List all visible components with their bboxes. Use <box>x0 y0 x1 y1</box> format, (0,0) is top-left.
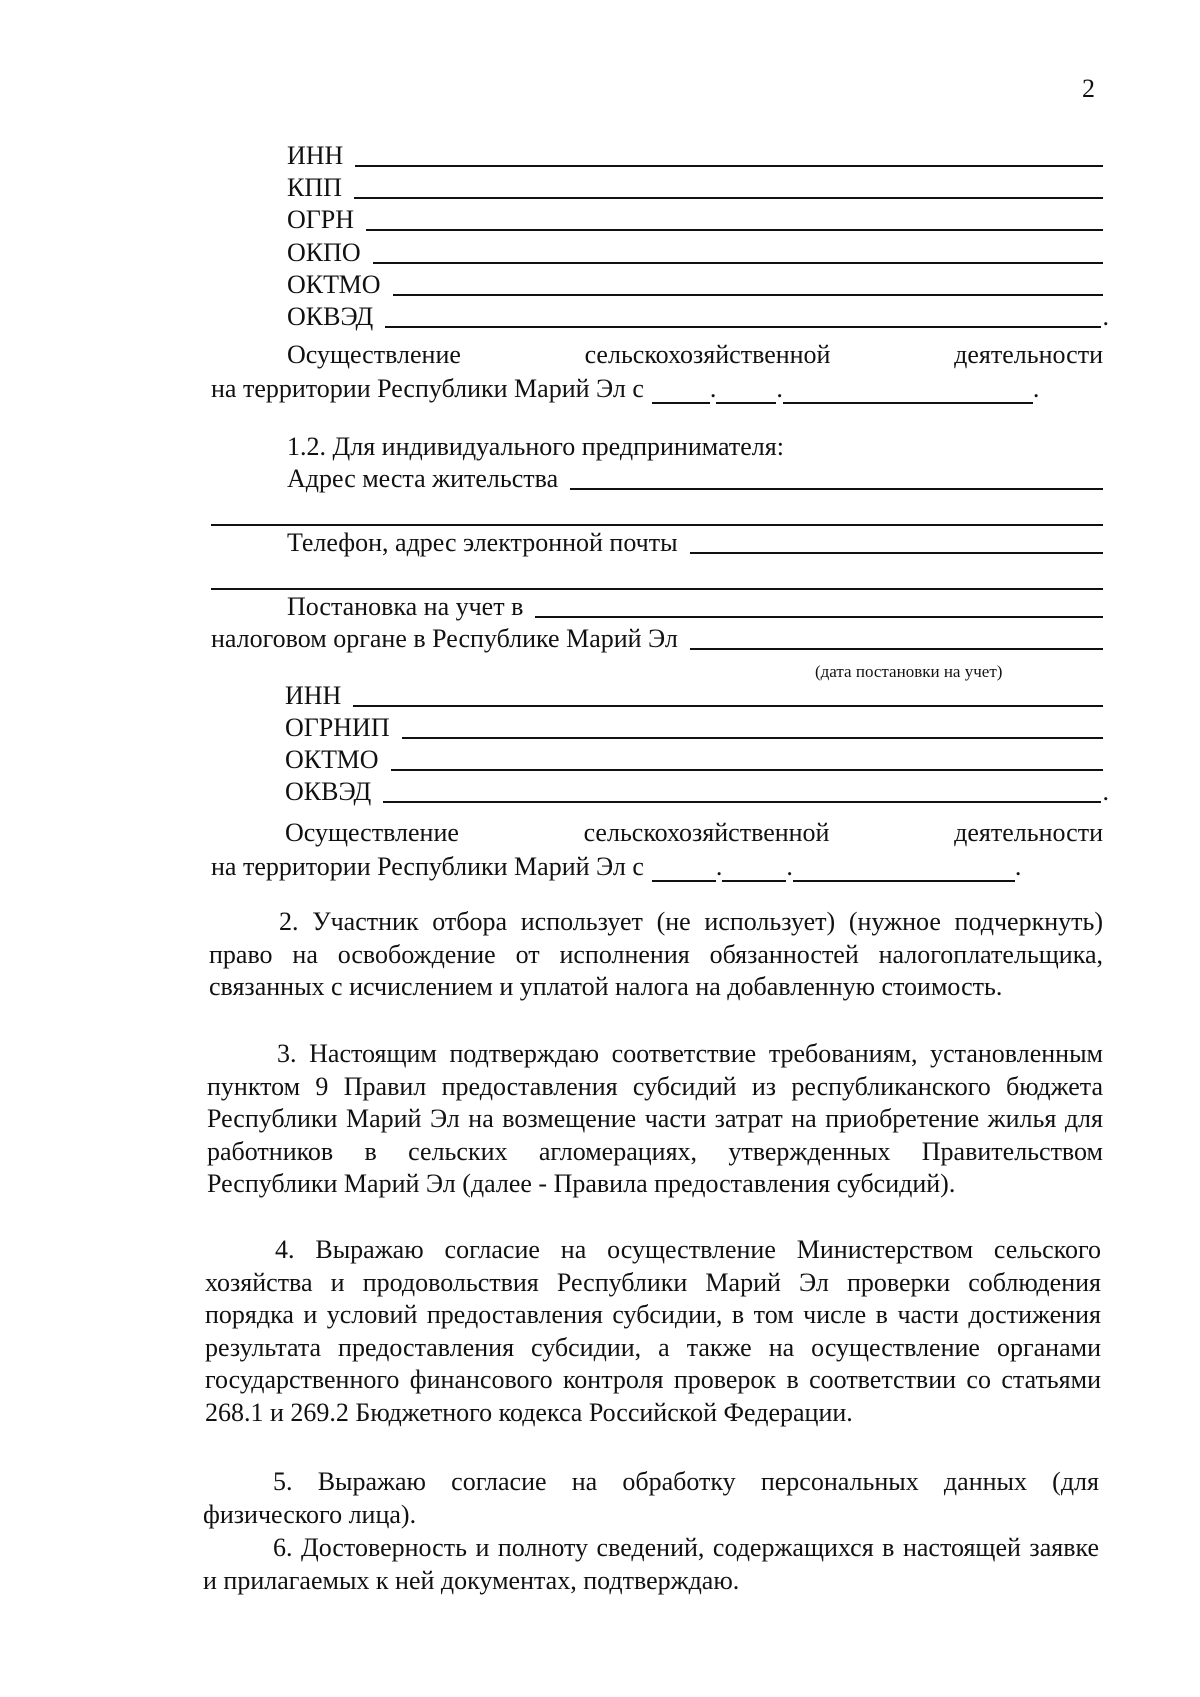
date-year-blank[interactable] <box>793 858 1015 882</box>
field-label: налоговом органе в Республике Марий Эл <box>211 624 678 653</box>
field-label: ОКВЭД <box>287 302 374 331</box>
activity-date-line: на территории Республики Марий Эл с . . . <box>211 374 1040 403</box>
activity-word: Осуществление <box>287 340 461 369</box>
field-blank-contact[interactable] <box>690 528 1103 554</box>
field-inn-ip <box>285 681 1103 711</box>
field-label: ОКВЭД <box>285 777 372 806</box>
activity-word: сельскохозяйственной <box>584 340 831 369</box>
field-ogrnip <box>285 713 1103 743</box>
field-kpp <box>287 173 1103 203</box>
field-address <box>287 464 1103 494</box>
address-continuation-line[interactable] <box>211 524 1103 526</box>
field-label: ОКТМО <box>287 270 381 299</box>
activity-word: деятельности <box>954 818 1103 847</box>
field-label: Телефон, адрес электронной почты <box>287 528 678 557</box>
field-oktmo-ip <box>285 745 1103 775</box>
field-blank-oktmo-ip[interactable] <box>391 745 1103 771</box>
field-blank-kpp[interactable] <box>354 173 1103 199</box>
paragraph-5: 5. Выражаю согласие на обработку персональных данных (для физического лица). <box>203 1467 1099 1529</box>
date-day-blank[interactable] <box>652 858 716 882</box>
field-blank-ogrnip[interactable] <box>402 713 1103 739</box>
field-blank-inn[interactable] <box>355 141 1103 167</box>
paragraph-4: 4. Выражаю согласие на осуществление Министерством сельского хозяйства и продовольствия Республики Марий Эл проверки соблюдения порядка и условий предоставления субсидии, в том числе в части достижения результата предоставления субсидии, а также на осуществление органами государственного финансового контроля проверок в соответствии со статьями 268.1 и 269.2 Бюджетного кодекса Российской Федерации. <box>205 1235 1101 1427</box>
field-inn <box>287 141 1103 171</box>
field-blank-okved[interactable] <box>385 302 1100 328</box>
territory-label: на территории Республики Марий Эл с <box>211 852 644 881</box>
tax-date-caption: (дата постановки на учет) <box>815 662 1003 681</box>
field-label: ОГРН <box>287 205 355 234</box>
field-label: ОГРНИП <box>285 713 390 742</box>
field-ogrn <box>287 205 1103 235</box>
field-blank-inn-ip[interactable] <box>353 681 1103 707</box>
territory-label: на территории Республики Марий Эл с <box>211 374 644 403</box>
date-day-blank[interactable] <box>652 380 710 404</box>
activity-date-line-ip: на территории Республики Марий Эл с . . . <box>211 852 1022 881</box>
field-blank-ogrn[interactable] <box>366 205 1103 231</box>
field-label: Постановка на учет в <box>287 592 524 621</box>
field-tax-date <box>211 624 1103 654</box>
field-blank-tax-date[interactable] <box>690 624 1103 650</box>
field-label: ИНН <box>287 141 344 170</box>
field-label: ОКПО <box>287 238 361 267</box>
field-label: КПП <box>287 173 342 202</box>
field-contact <box>287 528 1103 558</box>
field-label: ИНН <box>285 681 342 710</box>
field-blank-address[interactable] <box>570 464 1103 490</box>
activity-word: сельскохозяйственной <box>583 818 830 847</box>
field-blank-oktmo[interactable] <box>393 270 1103 296</box>
paragraph-2: 2. Участник отбора использует (не использует) (нужное подчеркнуть) право на освобождение от исполнения обязанностей налогоплательщика, связанных с исчислением и уплатой налога на добавленную стоимость. <box>209 907 1103 1001</box>
paragraph-3: 3. Настоящим подтверждаю соответствие требованиям, установленным пунктом 9 Правил предоставления субсидий из республиканского бюджета Республики Марий Эл на возмещение части затрат на приобретение жилья для работников в сельских агломерациях, утвержденных Правительством Республики Марий Эл (далее - Правила предоставления субсидий). <box>207 1039 1103 1198</box>
date-month-blank[interactable] <box>716 380 776 404</box>
activity-word: Осуществление <box>285 818 459 847</box>
field-tax-registration <box>287 592 1103 622</box>
paragraph-6: 6. Достоверность и полноту сведений, содержащихся в настоящей заявке и прилагаемых к ней документах, подтверждаю. <box>203 1533 1099 1595</box>
field-blank-okved-ip[interactable] <box>383 777 1100 803</box>
activity-line-ip <box>285 818 1103 848</box>
activity-word: деятельности <box>954 340 1103 369</box>
section-heading: 1.2. Для индивидуального предпринимателя: <box>287 432 784 461</box>
field-okved-ip: ОКВЭД . <box>285 777 1109 806</box>
contact-continuation-line[interactable] <box>211 588 1103 590</box>
field-okved: ОКВЭД . <box>287 302 1109 331</box>
field-okpo <box>287 238 1103 268</box>
field-oktmo <box>287 270 1103 300</box>
field-label: ОКТМО <box>285 745 379 774</box>
field-blank-okpo[interactable] <box>373 238 1103 264</box>
date-year-blank[interactable] <box>783 380 1033 404</box>
date-month-blank[interactable] <box>722 858 786 882</box>
page-number: 2 <box>1082 74 1095 103</box>
activity-line <box>287 340 1103 370</box>
field-blank-tax-authority[interactable] <box>535 592 1103 618</box>
field-label: Адрес места жительства <box>287 464 559 493</box>
